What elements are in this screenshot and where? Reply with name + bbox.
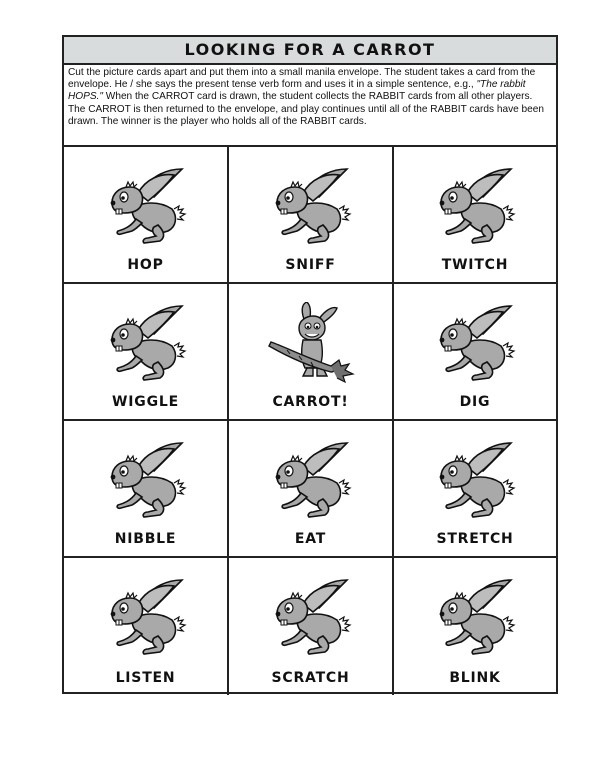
rabbit-icon	[431, 302, 519, 384]
rabbit-icon	[267, 165, 355, 247]
card-blink	[394, 558, 556, 695]
rabbit-icon	[431, 439, 519, 521]
rabbit-icon	[431, 576, 519, 658]
card-label: BLINK	[449, 670, 501, 686]
card-label: NIBBLE	[114, 531, 177, 547]
card-label: SNIFF	[285, 257, 336, 273]
rabbit-icon	[102, 439, 190, 521]
card-carrot	[229, 284, 394, 421]
instructions-text-part1: Cut the picture cards apart and put them into a small manila envelope. The student takes a card from the envelope. He / she says the present tense verb form and uses it in a simple sentence, e.g.,	[68, 67, 536, 91]
card-eat	[229, 421, 394, 558]
card-sniff	[229, 147, 394, 284]
instructions-text-part2: When the CARROT card is drawn, the student collects the RABBIT cards from all other players. The CARROT is then returned to the envelope, and play continues until all of the RABBIT cards have been drawn. The winner is the player who holds all of the RABBIT cards.	[68, 91, 544, 127]
card-label: LISTEN	[115, 670, 176, 686]
rabbit-icon	[102, 576, 190, 658]
card-hop	[64, 147, 229, 284]
card-nibble	[64, 421, 229, 558]
card-wiggle	[64, 284, 229, 421]
rabbit-icon	[267, 576, 355, 658]
rabbit-with-carrot-icon	[267, 302, 355, 384]
card-label: TWITCH	[441, 257, 509, 273]
instructions-example: "The rabbit HOPS."	[68, 79, 526, 103]
card-dig	[394, 284, 556, 421]
rabbit-icon	[102, 302, 190, 384]
rabbit-icon	[431, 165, 519, 247]
card-grid	[64, 147, 556, 695]
card-label: EAT	[294, 531, 327, 547]
card-stretch	[394, 421, 556, 558]
card-label: DIG	[459, 394, 491, 410]
page-title: LOOKING FOR A CARROT	[64, 37, 556, 65]
instructions-paragraph	[64, 65, 556, 147]
rabbit-icon	[267, 439, 355, 521]
rabbit-icon	[102, 165, 190, 247]
card-label: CARROT!	[272, 394, 349, 410]
card-twitch	[394, 147, 556, 284]
card-scratch	[229, 558, 394, 695]
worksheet	[62, 35, 558, 694]
card-label: STRETCH	[436, 531, 514, 547]
card-listen	[64, 558, 229, 695]
card-label: SCRATCH	[271, 670, 350, 686]
card-label: WIGGLE	[112, 394, 179, 410]
card-label: HOP	[127, 257, 164, 273]
